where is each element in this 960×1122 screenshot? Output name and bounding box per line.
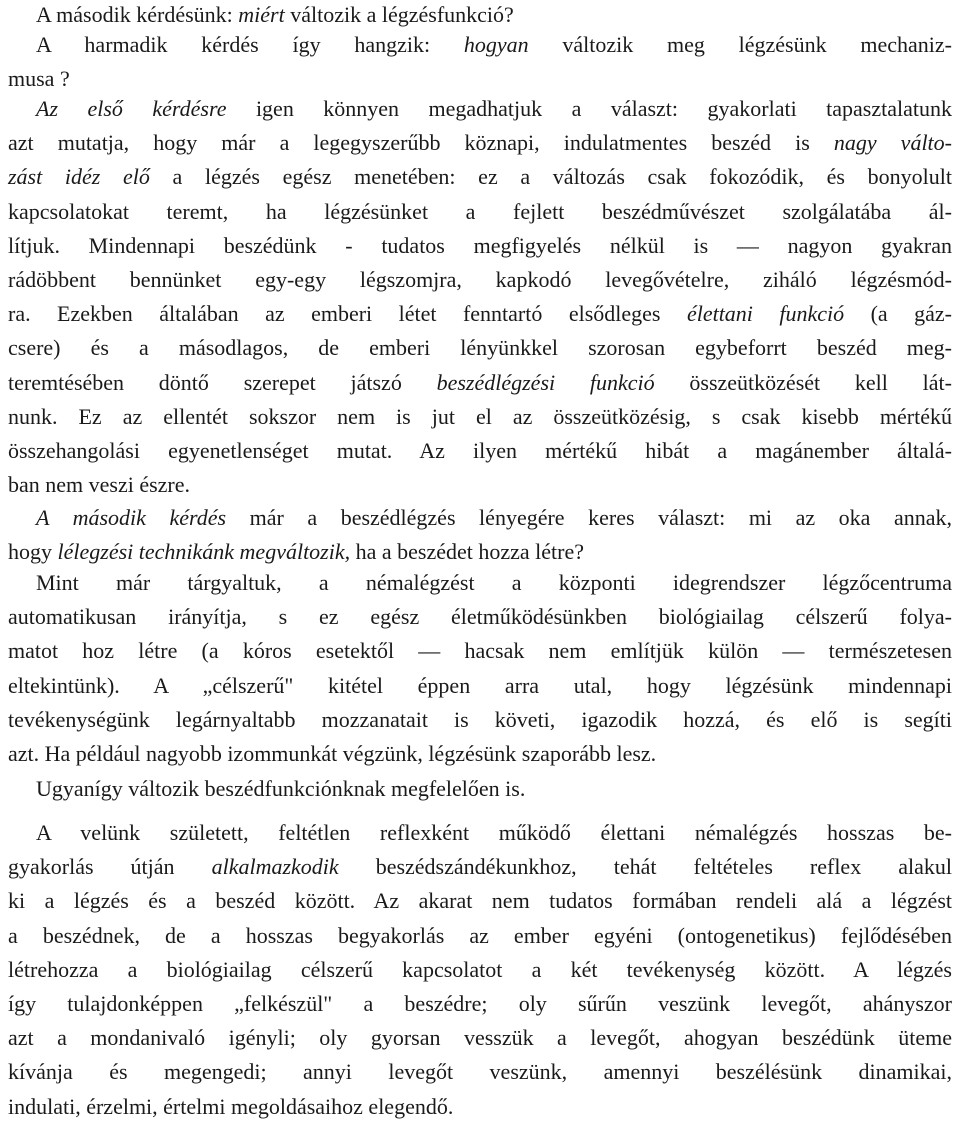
text-line	[8, 1092, 952, 1122]
text-segment: automatikusan irányítja, s ez egész életműködésünkben biológiailag célszerű folya-	[8, 604, 952, 629]
text-segment: azt a mondanivaló igényli; oly gyorsan vesszük a levegőt, ahogyan beszédünk üteme	[8, 1025, 952, 1050]
text-segment: A velünk született, feltétlen reflexként működő élettani némalégzés hosszas be-	[36, 820, 952, 845]
text-line	[36, 30, 952, 60]
text-segment: ban nem veszi észre.	[8, 472, 191, 497]
text-line	[8, 470, 952, 500]
text-segment: A második kérdésünk:	[36, 2, 239, 27]
text-segment: hogy	[8, 539, 58, 564]
text-line	[8, 231, 952, 261]
italic-text: A második kérdés	[36, 505, 227, 530]
text-line	[8, 852, 952, 882]
italic-text: hogyan	[463, 32, 529, 57]
text-line	[8, 299, 952, 329]
text-segment: rádöbbent bennünket egy-egy légszomjra, kapkodó levegővételre, ziháló légzésmód-	[8, 267, 952, 292]
italic-text: miért	[238, 2, 285, 27]
text-line	[8, 955, 952, 985]
text-line	[8, 162, 952, 192]
text-line	[8, 1023, 952, 1053]
italic-text: élettani funkció	[686, 301, 845, 326]
text-segment: matot hoz létre (a kóros esetektől — hacsak nem említjük külön — természetesen	[8, 638, 952, 663]
text-line	[36, 774, 952, 804]
text-segment: eltekintünk). A „célszerű" kitétel éppen arra utal, hogy légzésünk mindennapi	[8, 673, 952, 698]
text-segment: így tulajdonképpen „felkészül" a beszédre; oly sűrűn veszünk levegőt, ahányszor	[8, 991, 952, 1016]
text-line	[8, 197, 952, 227]
text-segment: gyakorlás útján	[8, 854, 212, 879]
text-line	[8, 671, 952, 701]
text-segment: musa ?	[8, 66, 70, 91]
text-segment: beszédszándékunkhoz, tehát feltételes reflex alakul	[338, 854, 952, 879]
italic-text: zást idéz elő	[8, 164, 150, 189]
text-segment: nunk. Ez az ellentét sokszor nem is jut el az összeütközésig, s csak kisebb mértékű	[8, 404, 952, 429]
text-line	[8, 265, 952, 295]
italic-text: alkalmazkodik	[211, 854, 339, 879]
text-segment: létrehozza a biológiailag célszerű kapcsolatot a két tevékenység között. A légzés	[8, 957, 952, 982]
text-segment: Ugyanígy változik beszédfunkciónknak megfelelően is.	[36, 776, 526, 801]
text-segment: összehangolási egyenetlenséget mutat. Az ilyen mértékű hibát a magánember általá-	[8, 438, 952, 463]
text-segment: ha a beszédet hozza létre?	[350, 539, 585, 564]
text-segment: változik meg légzésünk mechaniz-	[528, 32, 952, 57]
text-line	[36, 0, 952, 30]
text-segment: összeütközését kell lát-	[654, 370, 952, 395]
text-segment: Mint már tárgyaltuk, a némalégzést a központi idegrendszer légzőcentruma	[36, 570, 952, 595]
text-line	[8, 64, 952, 94]
text-line	[8, 436, 952, 466]
text-line	[8, 989, 952, 1019]
italic-text: nagy válto-	[833, 130, 953, 155]
text-segment: ra. Ezekben általában az emberi létet fenntartó elsődleges	[8, 301, 687, 326]
text-segment: változik a légzésfunkció?	[284, 2, 514, 27]
text-segment: kívánja és megengedi; annyi levegőt veszünk, amennyi beszélésünk dinamikai,	[8, 1059, 952, 1084]
text-line	[8, 739, 952, 769]
text-segment: teremtésében döntő szerepet játszó	[8, 370, 437, 395]
text-segment: már a beszédlégzés lényegére keres választ: mi az oka annak,	[226, 505, 953, 530]
text-line	[8, 368, 952, 398]
text-line	[36, 503, 952, 533]
text-segment: a légzés egész menetében: ez a változás csak fokozódik, és bonyolult	[149, 164, 952, 189]
text-segment: a beszédnek, de a hosszas begyakorlás az ember egyéni (ontogenetikus) fejlődésében	[8, 923, 952, 948]
text-segment: indulati, érzelmi, értelmi megoldásaihoz elegendő.	[8, 1094, 454, 1119]
text-line	[36, 818, 952, 848]
text-line	[8, 602, 952, 632]
italic-text: Az első kérdésre	[36, 96, 227, 121]
text-line	[8, 402, 952, 432]
italic-text: beszédlégzési funkció	[436, 370, 655, 395]
text-line	[8, 333, 952, 363]
text-segment: ki a légzés és a beszéd között. Az akarat nem tudatos formában rendeli alá a légzést	[8, 888, 952, 913]
text-line	[36, 568, 952, 598]
text-line	[8, 886, 952, 916]
text-segment: csere) és a másodlagos, de emberi lényünkkel szorosan egybeforrt beszéd meg-	[8, 335, 952, 360]
text-line	[8, 921, 952, 951]
text-line	[8, 636, 952, 666]
text-line	[8, 128, 952, 158]
text-segment: tevékenységünk legárnyaltabb mozzanatait is követi, igazodik hozzá, és elő is segíti	[8, 707, 952, 732]
text-line	[36, 94, 952, 124]
text-segment: igen könnyen megadhatjuk a választ: gyakorlati tapasztalatunk	[226, 96, 952, 121]
text-segment: A harmadik kérdés így hangzik:	[36, 32, 464, 57]
text-line	[8, 537, 952, 567]
text-line	[8, 705, 952, 735]
italic-text: lélegzési technikánk megváltozik,	[57, 539, 351, 564]
text-segment: (a gáz-	[844, 301, 953, 326]
text-line	[8, 1057, 952, 1087]
text-segment: kapcsolatokat teremt, ha légzésünket a fejlett beszédművészet szolgálatába ál-	[8, 199, 952, 224]
text-segment: azt mutatja, hogy már a legegyszerűbb köznapi, indulatmentes beszéd is	[8, 130, 834, 155]
text-segment: lítjuk. Mindennapi beszédünk - tudatos megfigyelés nélkül is — nagyon gyakran	[8, 233, 952, 258]
text-segment: azt. Ha például nagyobb izommunkát végzünk, légzésünk szaporább lesz.	[8, 741, 657, 766]
